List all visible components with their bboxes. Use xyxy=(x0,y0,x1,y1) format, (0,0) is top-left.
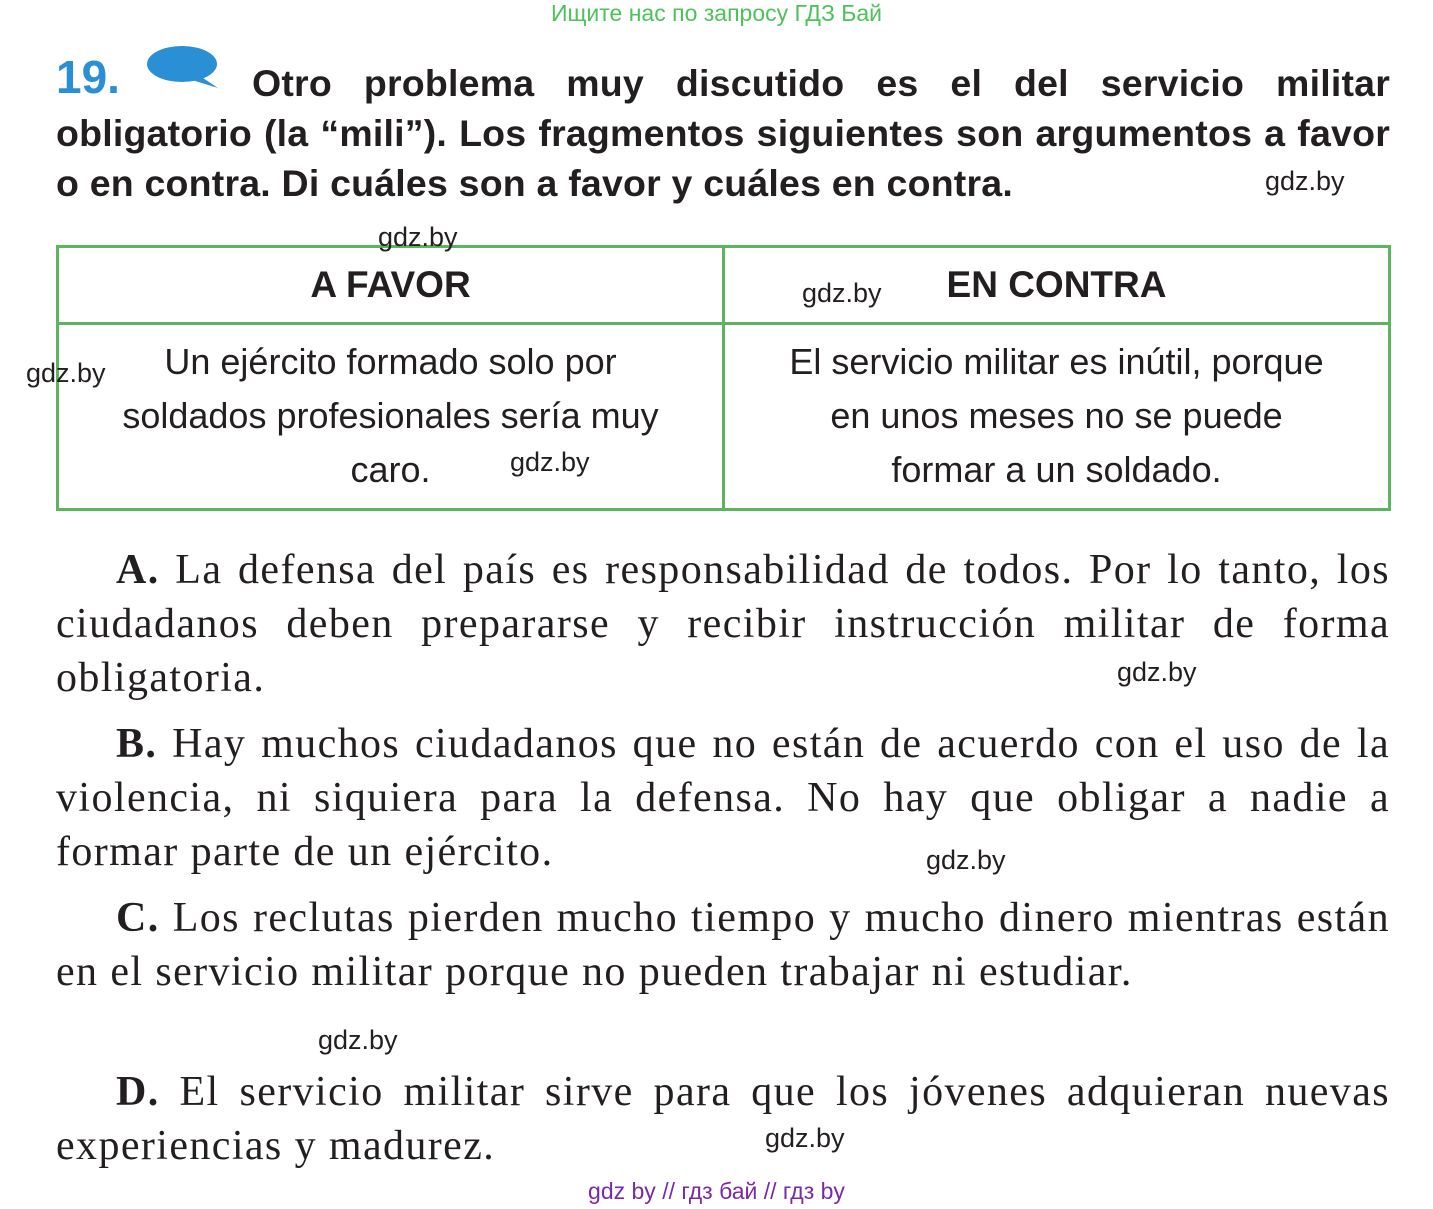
fragment-text: Hay muchos ciudadanos que no están de acuerdo con el uso de la violencia, ni siquiera para la defensa. No hay que obligar a nadie a formar parte de un ejército. xyxy=(56,721,1390,875)
watermark: gdz.by xyxy=(26,358,106,388)
header-a-favor: A FAVOR xyxy=(58,247,724,324)
watermark: gdz.by xyxy=(1117,657,1197,687)
exercise-number: 19. xyxy=(56,51,120,103)
fragment-a: A. La defensa del país es responsabilidad de todos. Por lo tanto, los ciudadanos deben prepararse y recibir instrucción militar de forma obligatoria. xyxy=(56,547,1390,701)
fragment-letter: A xyxy=(116,547,148,593)
fragment-text: La defensa del país es responsabilidad de todos. Por lo tanto, los ciudadanos deben prepararse y recibir instrucción militar de forma obligatoria. xyxy=(56,547,1390,701)
fragment-b: B. Hay muchos ciudadanos que no están de acuerdo con el uso de la violencia, ni siquiera para la defensa. No hay que obligar a nadie a formar parte de un ejército. xyxy=(56,721,1390,875)
watermark: gdz.by xyxy=(318,1025,398,1055)
top-banner: Ищите нас по запросу ГДЗ Бай xyxy=(550,0,883,26)
watermark: gdz.by xyxy=(510,447,590,477)
fragment-letter: C xyxy=(116,895,148,941)
watermark: gdz.by xyxy=(1265,166,1345,196)
footer: gdz by // гдз бай // гдз by xyxy=(588,1178,845,1204)
watermark: gdz.by xyxy=(926,845,1006,875)
arguments-table xyxy=(56,245,1391,511)
fragment-letter: D xyxy=(116,1069,148,1115)
fragment-text: El servicio militar sirve para que los jóvenes adquieran nuevas experiencias y madurez. xyxy=(56,1069,1390,1169)
fragment-c: C. Los reclutas pierden mucho tiempo y mucho dinero mientras están en el servicio militar porque no pueden trabajar ni estudiar. xyxy=(56,895,1390,995)
cell-en-contra: El servicio militar es inútil, porque en unos meses no se puede formar a un soldado. xyxy=(724,324,1390,510)
cell-a-favor: Un ejército formado solo por soldados profesionales sería muy caro. xyxy=(58,324,724,510)
watermark: gdz.by xyxy=(765,1123,845,1153)
watermark: gdz.by xyxy=(378,222,458,252)
fragment-d: D. El servicio militar sirve para que los jóvenes adquieran nuevas experiencias y madurez. xyxy=(56,1069,1390,1169)
header-en-contra: EN CONTRA xyxy=(724,247,1390,324)
exercise-instruction: Otro problema muy discutido es el del servicio militar obligatorio (la “mili”). Los fragmentos siguientes son argumentos a favor o en contra. Di cuáles son a favor y cuáles en contra. xyxy=(56,62,1390,204)
fragment-text: Los reclutas pierden mucho tiempo y mucho dinero mientras están en el servicio militar porque no pueden trabajar ni estudiar. xyxy=(56,895,1390,995)
fragment-letter: B xyxy=(116,721,146,767)
watermark: gdz.by xyxy=(802,278,882,308)
